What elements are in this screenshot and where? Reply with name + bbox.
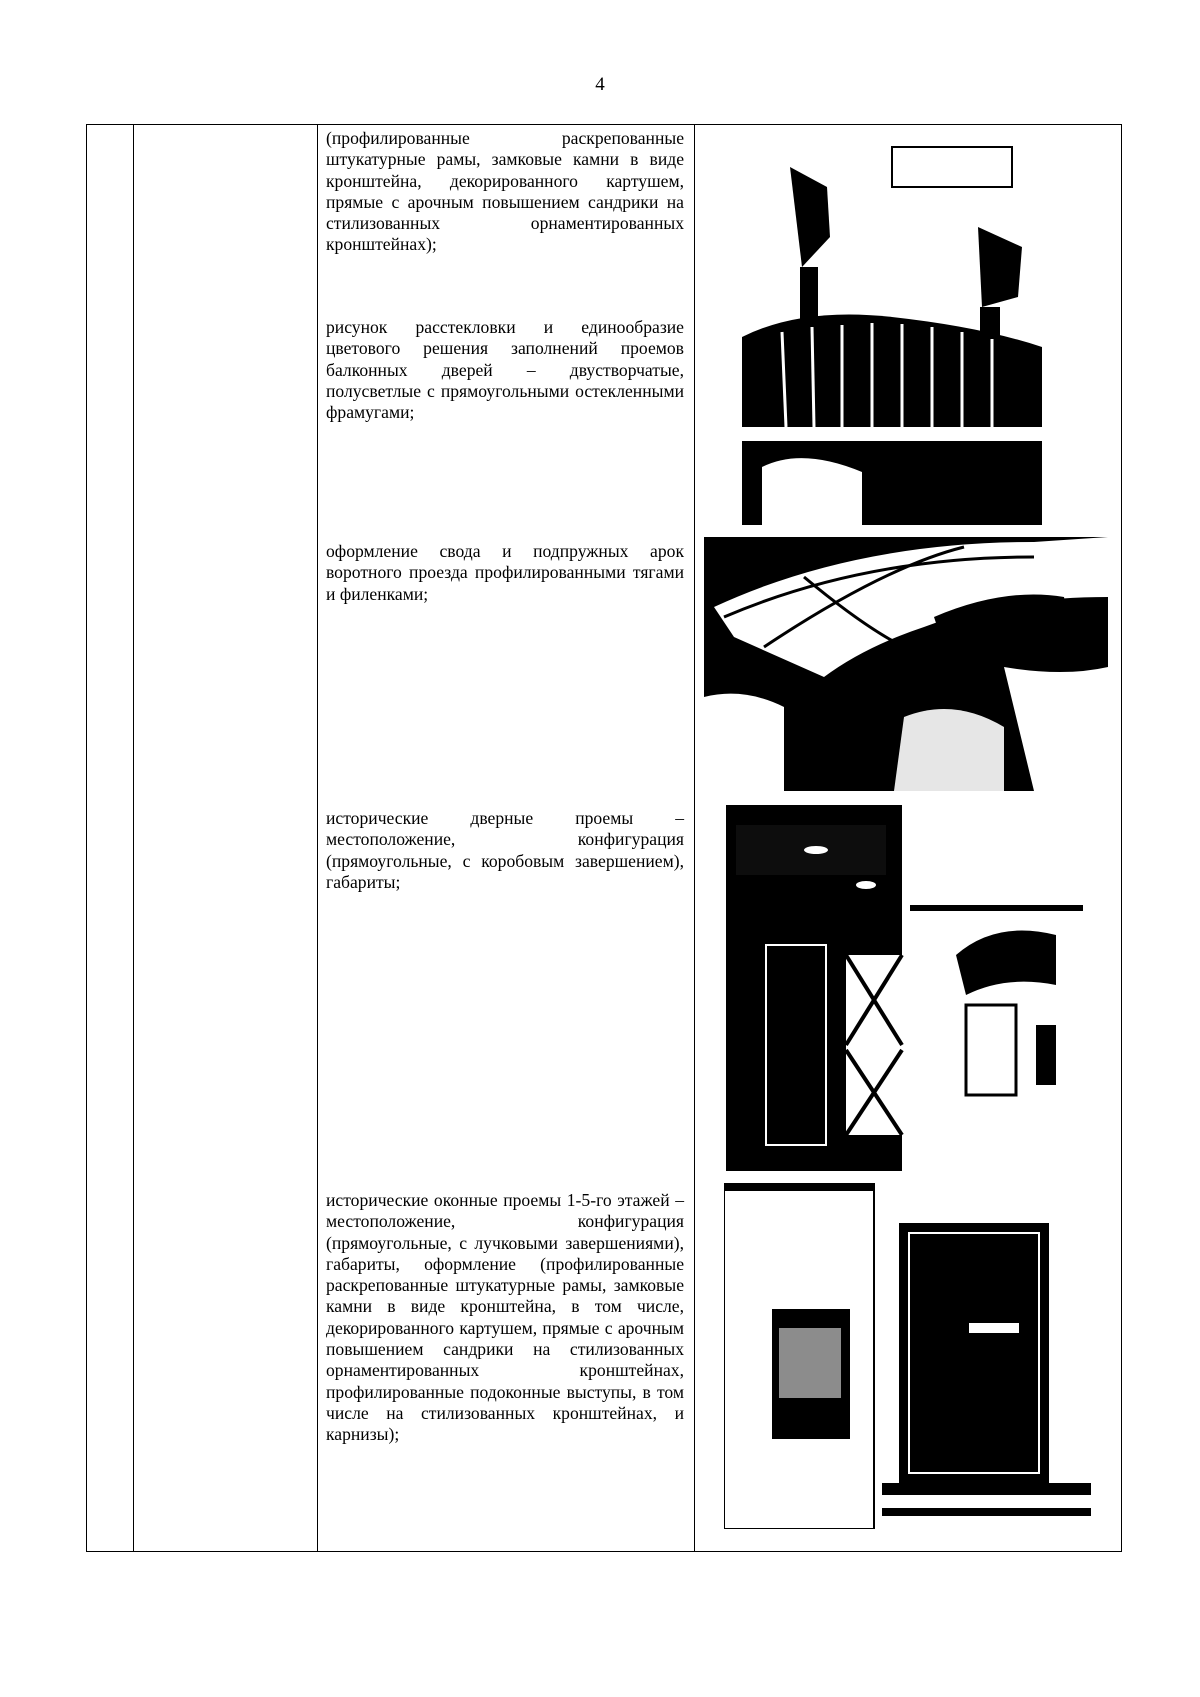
gateway-vault-photo bbox=[704, 537, 1108, 791]
column-divider bbox=[317, 125, 318, 1551]
row-text-window-openings: исторические оконные проемы 1-5-го этажей – местоположение, конфигурация (прямоугольные, с лучковыми завершениями), габариты, оформление (профилированные раскрепованные штукатурные рамы, замковые камни в виде кронштейна, в том числе, декорированного картушем, прямые с арочным повышением сандрики на стилизованных орнаментированных кронштейнах, профилированные подоконные выступы, в том числе на стилизованных кронштейнах, и карнизы); bbox=[326, 1190, 684, 1445]
window-openings-photo bbox=[724, 1183, 1091, 1529]
column-divider bbox=[694, 125, 695, 1551]
row-text-gateway-vault: оформление свода и подпружных арок воротного проезда профилированными тягами и филенками; bbox=[326, 541, 684, 604]
page-number: 4 bbox=[595, 74, 605, 95]
balcony-photo bbox=[742, 127, 1065, 525]
door-openings-photo bbox=[726, 805, 1083, 1171]
row-text-window-decor: (профилированные раскрепованные штукатурные рамы, замковые камни в виде кронштейна, декорированного картушем, прямые с арочным повышением сандрики на стилизованных орнаментированных кронштейнах); bbox=[326, 128, 684, 255]
column-divider bbox=[133, 125, 134, 1551]
row-text-door-openings: исторические дверные проемы – местоположение, конфигурация (прямоугольные, с коробовым завершением), габариты; bbox=[326, 808, 684, 892]
row-text-balcony-doors: рисунок расстекловки и единообразие цветового решения заполнений проемов балконных дверей – двустворчатые, полусветлые с прямоугольными остекленными фрамугами; bbox=[326, 317, 684, 423]
